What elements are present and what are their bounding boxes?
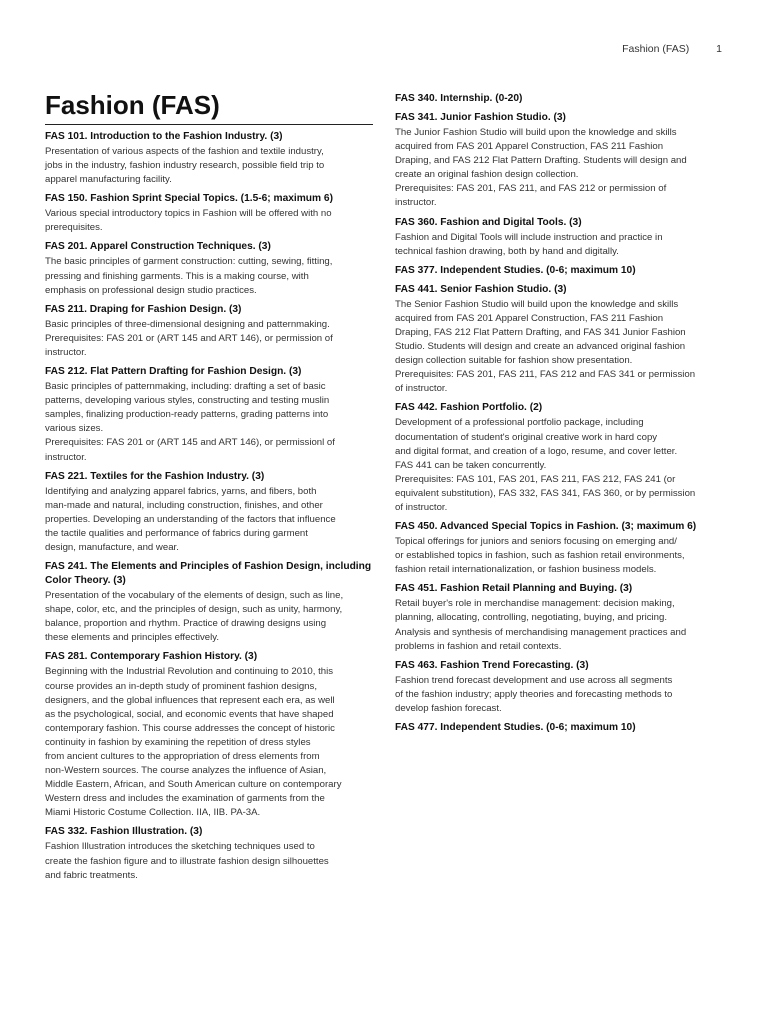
course-entry [395,721,723,735]
course-description: Topical offerings for juniors and seniors focusing on emerging and/ or established topics in fashion, such as fashion retail environments, fashion retail internationalization, or fashion business models. [395,536,685,576]
course-entry [45,130,373,187]
course-description: Retail buyer's role in merchandise management: decision making, planning, allocating, controlling, negotiating, buying, and pricing. Analysis and synthesis of merchandising management practices and problems in fashion and retail contexts. [395,598,687,652]
course-title: FAS 463. Fashion Trend Forecasting. (3) [395,659,589,671]
course-entry [395,582,723,653]
course-title: FAS 241. The Elements and Principles of Fashion Design, including Color Theory. (3) [45,561,372,587]
running-header-title: Fashion (FAS) [622,43,690,55]
course-title: FAS 101. Introduction to the Fashion Industry. (3) [45,131,283,142]
course-entry [45,240,373,297]
course-title: FAS 450. Advanced Special Topics in Fashion. (3; maximum 6) [395,521,697,533]
course-entry [395,520,723,577]
course-title: FAS 281. Contemporary Fashion History. (3) [45,651,258,663]
course-entry [395,283,723,397]
course-description: Beginning with the Industrial Revolution and continuing to 2010, this course provides an in-depth study of prominent fashion designs, designers, and the global influences that represent each era, as well as the psychological, social, and economic events that have shaped contemporary fashion. This course addresses the concept of historic continuity in fashion by examining the repetition of dress styles from ancient cultures to the appropriation of dress elements from non-Western sources. The course analyzes the influence of Asian, Middle Eastern, African, and South American culture on contemporary Western dress and includes the examination of garments from the Miami Historic Costume Collection. IIA, IIB. PA-3A. [45,666,342,819]
page-number: 1 [716,43,722,55]
course-title: FAS 212. Flat Pattern Drafting for Fashion Design. (3) [45,366,302,378]
course-title: FAS 451. Fashion Retail Planning and Buying. (3) [395,583,633,595]
course-description: Development of a professional portfolio package, including documentation of student's original creative work in hard copy and digital format, and creation of a logo, resume, and cover letter. FAS 441 can be taken concurrently. Prerequisites: FAS 101, FAS 201, FAS 211, FAS 212, FAS 241 (or equivalent substitution), FAS 332, FAS 341, FAS 360, or by permission of instructor. [395,417,696,513]
course-entry [395,111,723,211]
course-description: The Junior Fashion Studio will build upon the knowledge and skills acquired from FAS 201 Apparel Construction, FAS 211 Fashion Draping, and FAS 212 Flat Pattern Drafting. Students will design and create an original fashion design collection. Prerequisites: FAS 201, FAS 211, and FAS 212 or permission of instructor. [395,127,687,209]
course-entry [45,365,373,465]
course-title: FAS 360. Fashion and Digital Tools. (3) [395,216,582,228]
course-description: Identifying and analyzing apparel fabrics, yarns, and fibers, both man-made and natural, including construction, finishes, and other properties. Developing an understanding of the factors that influence the tactile qualities and performance of fabrics during garment design, manufacture, and wear. [45,485,336,553]
course-entry [45,560,373,645]
right-column [395,92,723,736]
course-title: FAS 340. Internship. (0-20) [395,93,523,104]
course-entry [395,92,723,106]
course-description: Presentation of various aspects of the fashion and textile industry, jobs in the industry, fashion industry research, possible field trip to apparel manufacturing facility. [45,146,325,186]
course-list-right [395,92,723,735]
running-header [622,43,722,55]
course-title: FAS 201. Apparel Construction Techniques. (3) [45,241,271,253]
course-entry [45,825,373,882]
course-list-left [45,130,373,883]
course-title: FAS 442. Fashion Portfolio. (2) [395,402,543,414]
course-entry [45,470,373,555]
left-column [45,90,373,883]
course-entry [395,216,723,259]
course-title: FAS 377. Independent Studies. (0-6; maximum 10) [395,264,636,276]
course-description: Fashion Illustration introduces the sketching techniques used to create the fashion figure and to illustrate fashion design silhouettes and fabric treatments. [45,841,329,881]
course-description: Basic principles of patternmaking, including: drafting a set of basic patterns, developing various styles, constructing and testing muslin samples, finalizing production-ready patterns, grading patterns into various sizes. Prerequisites: FAS 201 or (ART 145 and ART 146), or permissionl of instructor. [45,381,335,463]
course-title: FAS 221. Textiles for the Fashion Industry. (3) [45,470,265,482]
course-title: FAS 332. Fashion Illustration. (3) [45,826,203,838]
course-entry [395,659,723,716]
course-entry [45,303,373,360]
course-description: Presentation of the vocabulary of the elements of design, such as line, shape, color, etc, and the principles of design, such as unity, harmony, balance, proportion and rhythm. Practice of drawing designs using these elements and principles effectively. [45,590,344,644]
course-title: FAS 477. Independent Studies. (0-6; maximum 10) [395,722,636,733]
course-title: FAS 150. Fashion Sprint Special Topics. (1.5-6; maximum 6) [45,193,333,205]
course-entry [395,264,723,278]
course-title: FAS 341. Junior Fashion Studio. (3) [395,112,566,123]
course-description: Various special introductory topics in Fashion will be offered with no prerequisites. [45,208,332,234]
page-title: Fashion (FAS) [45,90,373,125]
course-description: The Senior Fashion Studio will build upon the knowledge and skills acquired from FAS 201 Apparel Construction, FAS 211 Fashion Draping, FAS 212 Flat Pattern Drafting, and FAS 341 Junior Fashion Studio. Students will design and create an advanced original fashion design collection suitable for fashion show presentation. Prerequisites: FAS 201, FAS 211, FAS 212 and FAS 341 or permission of instructor. [395,298,696,395]
course-description: Fashion trend forecast development and use across all segments of the fashion industry; apply theories and forecasting methods to develop fashion forecast. [395,674,673,714]
course-description: Basic principles of three-dimensional designing and patternmaking. Prerequisites: FAS 201 or (ART 145 and ART 146), or permission of instructor. [45,318,333,358]
course-description: Fashion and Digital Tools will include instruction and practice in technical fashion drawing, both by hand and digitally. [395,231,663,257]
course-entry [395,401,723,515]
course-title: FAS 441. Senior Fashion Studio. (3) [395,283,567,295]
course-entry [45,650,373,820]
course-entry [45,192,373,235]
course-description: The basic principles of garment construction: cutting, sewing, fitting, pressing and finishing garments. This is a making course, with emphasis on professional design studio practices. [45,256,333,296]
course-title: FAS 211. Draping for Fashion Design. (3) [45,303,242,315]
